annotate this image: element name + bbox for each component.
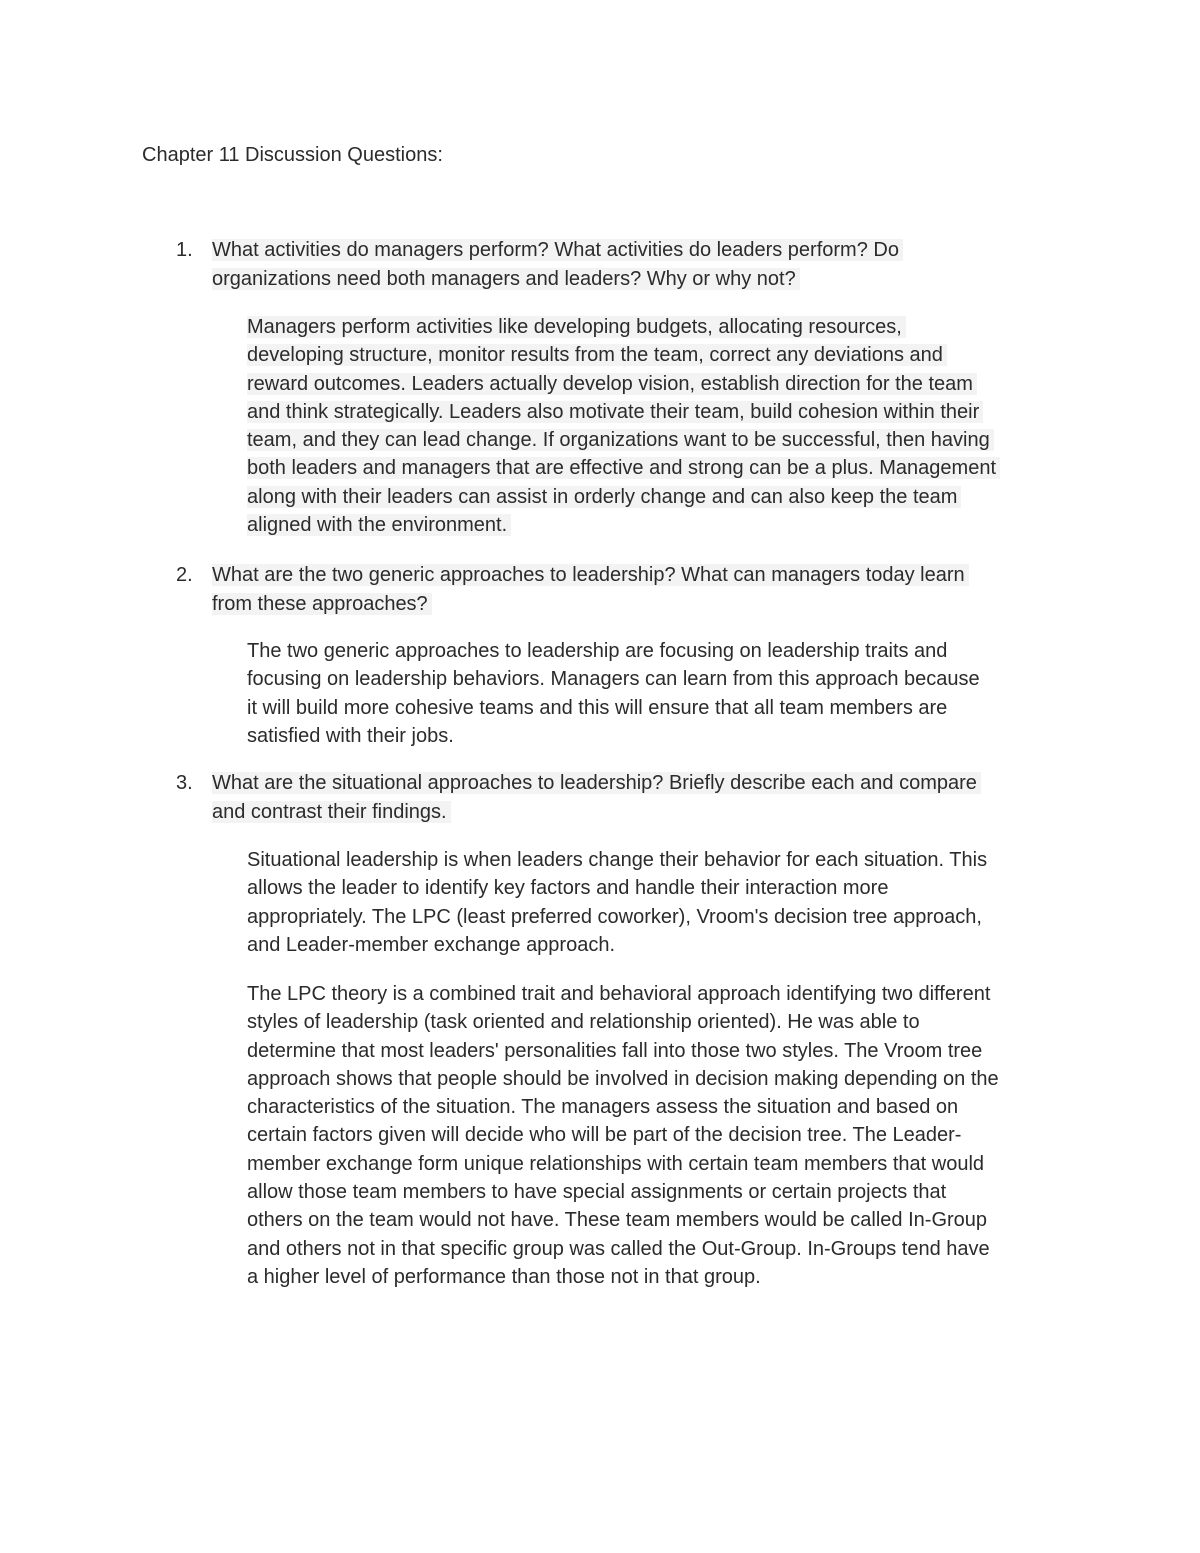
answer-text: Managers perform activities like developing budgets, allocating resources, developing structure, monitor results from the team, correct any deviations and reward outcomes. Leaders actually develop vision, establish direction for the team and think strategically. Leaders also motivate their team, build cohesion within their team, and they can lead change. If organizations want to be successful, then having both leaders and managers that are effective and strong can be a plus. Management along with their leaders can assist in orderly change and can also keep the team aligned with the environment. <box>247 316 1000 536</box>
question-number: 2. <box>176 564 193 586</box>
answer-paragraph: The two generic approaches to leadership are focusing on leadership traits and focusing on leadership behaviors. Managers can learn from this approach because it will build more cohesive teams and this will ensure that all team members are satisfied with their jobs. <box>247 640 980 747</box>
question-2 <box>176 561 1076 618</box>
question-1 <box>176 236 1076 293</box>
question-text-content: What are the two generic approaches to leadership? What can managers today learn from these approaches? <box>212 564 969 615</box>
answer-paragraph: The LPC theory is a combined trait and behavioral approach identifying two different styles of leadership (task oriented and relationship oriented). He was able to determine that most leaders' personalities fall into those two styles. The Vroom tree approach shows that people should be involved in decision making depending on the characteristics of the situation. The managers assess the situation and based on certain factors given will decide who will be part of the decision tree. The Leader- member exchange form unique relationships with certain team members that would allow those team members to have special assignments or certain projects that others on the team would not have. These team members would be called In-Group and others not in that specific group was called the Out-Group. In-Groups tend have a higher level of performance than those not in that group. <box>247 983 999 1288</box>
question-3 <box>176 769 1076 826</box>
question-text-content: What are the situational approaches to leadership? Briefly describe each and compare and contrast their findings. <box>212 772 981 823</box>
answer-paragraph: Situational leadership is when leaders change their behavior for each situation. This allows the leader to identify key factors and handle their interaction more appropriately. The LPC (least preferred coworker), Vroom's decision tree approach, and Leader-member exchange approach. <box>247 849 988 956</box>
question-number: 1. <box>176 239 193 261</box>
answer-paragraph <box>247 313 1147 539</box>
question-text <box>212 236 1076 293</box>
question-text <box>212 769 1076 826</box>
question-text <box>212 561 1076 618</box>
page-title: Chapter 11 Discussion Questions: <box>142 144 443 166</box>
question-number: 3. <box>176 772 193 794</box>
question-text-content: What activities do managers perform? What activities do leaders perform? Do organizations need both managers and leaders? Why or why not? <box>212 239 903 290</box>
